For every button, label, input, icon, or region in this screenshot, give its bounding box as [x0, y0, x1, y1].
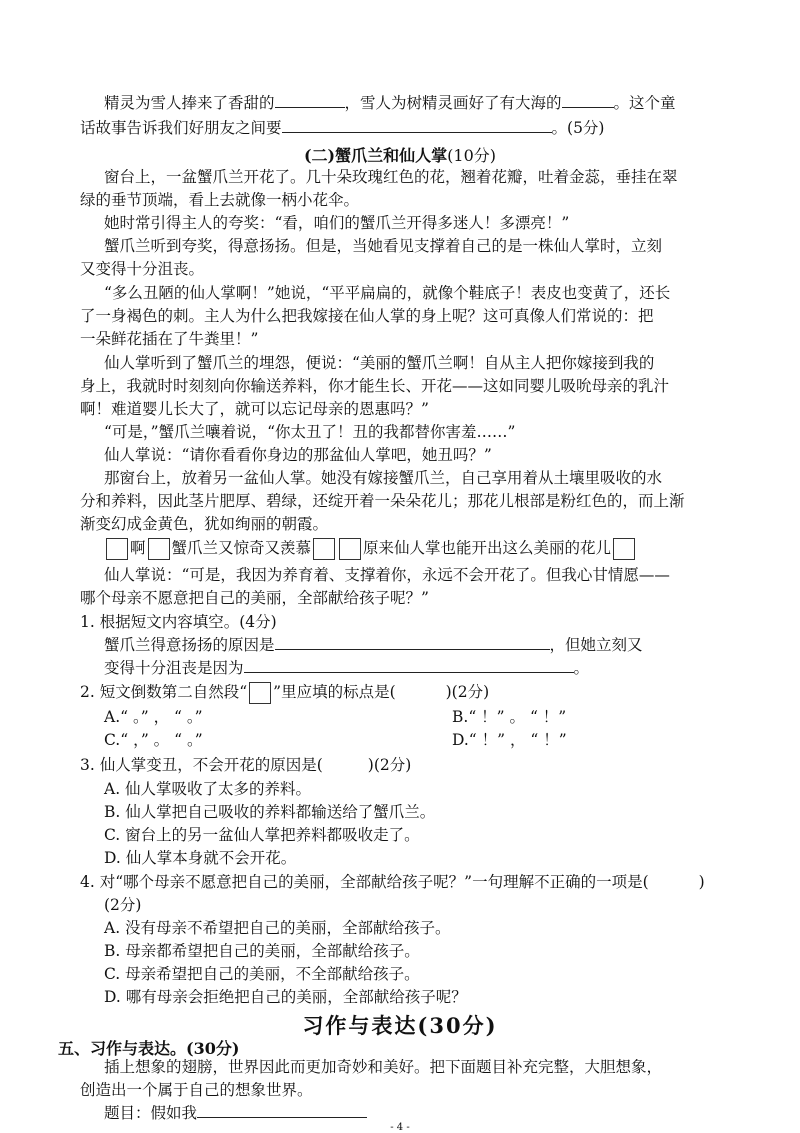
option-a[interactable]: A. 没有母亲不希望把自己的美丽，全部献给孩子。: [104, 919, 451, 937]
passage-line: 身上，我就时时刻刻向你输送养料，你才能生长、开花——这如同婴儿吸吮母亲的乳汁: [80, 377, 670, 395]
punctuation-box[interactable]: [106, 538, 128, 560]
passage-line: “多么丑陋的仙人掌啊！”她说，“平平扁扁的，就像个鞋底子！表皮也变黄了，还长: [104, 284, 671, 302]
topic-label: 题目：假如我: [104, 1104, 198, 1122]
passage-line: 又变得十分沮丧。: [80, 260, 205, 278]
question-1: 1. 根据短文内容填空。(4分): [80, 613, 277, 631]
passage-line: 了一身褐色的刺。主人为什么把我嫁接在仙人掌的身上呢？这可真像人们常说的：把: [80, 307, 654, 325]
option-b[interactable]: B.“ ！” 。 “ ！”: [452, 708, 567, 726]
text: 原来仙人掌也能开出这么美丽的花儿: [363, 539, 612, 557]
passage-line: 仙人掌说：“可是，我因为养育着、支撑着你，永远不会开花了。但我心甘情愿——: [104, 566, 670, 584]
option-d[interactable]: D. 哪有母亲会拒绝把自己的美丽，全部献给孩子呢？: [104, 988, 467, 1006]
text: 。这个童: [613, 94, 676, 112]
passage-line: 窗台上，一盆蟹爪兰开花了。几十朵玫瑰红色的花，翘着花瓣，吐着金蕊，垂挂在翠: [104, 168, 678, 186]
punctuation-box[interactable]: [148, 538, 170, 560]
answer-blank[interactable]: [275, 635, 550, 650]
q1-line-2: [104, 657, 589, 679]
text: 变得十分沮丧是因为: [104, 659, 244, 677]
text: 。: [573, 659, 590, 677]
question-3: [80, 754, 411, 776]
answer-blank[interactable]: [282, 118, 552, 133]
text: 3. 仙人掌变丑，不会开花的原因是(: [80, 756, 323, 774]
passage-line: 分和养料，因此茎片肥厚、碧绿，还绽开着一朵朵花儿；那花儿根部是粉红色的，而上渐: [80, 492, 685, 510]
composition-heading: 习作与表达(30分): [302, 1013, 498, 1038]
passage-line: 绿的垂节顶端，看上去就像一柄小花伞。: [80, 191, 360, 209]
section2-score: (10分): [447, 146, 496, 165]
section5-instruction: 创造出一个属于自己的想象世界。: [80, 1081, 313, 1099]
passage-line: 她时常引得主人的夸奖：“看，咱们的蟹爪兰开得多迷人！多漂亮！”: [104, 214, 570, 232]
text: )(2分): [367, 756, 412, 774]
intro-line-1: [104, 92, 676, 114]
text: 精灵为雪人捧来了香甜的: [104, 94, 275, 112]
text: ”里应填的标点是(: [273, 683, 396, 701]
option-d[interactable]: D. 仙人掌本身就不会开花。: [104, 849, 297, 867]
q1-line-1: [104, 634, 643, 656]
option-c[interactable]: C. 母亲希望把自己的美丽，不全部献给孩子。: [104, 965, 420, 983]
option-a[interactable]: A.“ 。” ， “ 。”: [104, 708, 203, 726]
text: 话故事告诉我们好朋友之间要: [80, 119, 282, 137]
punctuation-box: [249, 682, 271, 704]
answer-blank[interactable]: [244, 658, 574, 673]
passage-line: 蟹爪兰听到夸奖，得意扬扬。但是，当她看见支撑着自己的是一株仙人掌时，立刻: [104, 237, 663, 255]
intro-line-2: [80, 117, 604, 139]
question-4-score: (2分): [104, 896, 142, 914]
text: ): [698, 873, 705, 891]
text: 蟹爪兰得意扬扬的原因是: [104, 636, 275, 654]
passage-line: 哪个母亲不愿意把自己的美丽，全部献给孩子呢？”: [80, 589, 429, 607]
passage-line: 那窗台上，放着另一盆仙人掌。她没有嫁接蟹爪兰，自己享用着从土壤里吸收的水: [104, 469, 663, 487]
passage-line: “可是，”蟹爪兰嚷着说，“你太丑了！丑的我都替你害羞……”: [104, 423, 516, 441]
punctuation-box[interactable]: [613, 538, 635, 560]
text: 啊: [130, 539, 146, 557]
text: )(2分): [445, 683, 490, 701]
section2-title: [0, 143, 800, 166]
option-b[interactable]: B. 母亲都希望把自己的美丽，全部献给孩子。: [104, 942, 420, 960]
section2-title-text: (二)蟹爪兰和仙人掌: [303, 146, 448, 165]
section5-title: 五、习作与表达。(30分): [58, 1039, 240, 1058]
text: 。(5分): [551, 119, 605, 137]
option-a[interactable]: A. 仙人掌吸收了太多的养料。: [104, 780, 312, 798]
question-2: [80, 681, 489, 704]
text: 4. 对“哪个母亲不愿意把自己的美丽，全部献给孩子呢？”一句理解不正确的一项是(: [80, 873, 649, 891]
question-4: [80, 871, 740, 893]
section5-instruction: 插上想象的翅膀，世界因此而更加奇妙和美好。把下面题目补充完整，大胆想象，: [104, 1058, 663, 1076]
punctuation-box[interactable]: [339, 538, 361, 560]
passage-line: 啊！难道婴儿长大了，就可以忘记母亲的恩惠吗？”: [80, 400, 429, 418]
passage-line: 渐变幻成金黄色，犹如绚丽的朝霞。: [80, 515, 329, 533]
option-c[interactable]: C. 窗台上的另一盆仙人掌把养料都吸收走了。: [104, 826, 420, 844]
passage-line: 一朵鲜花插在了牛粪里！”: [80, 330, 259, 348]
option-c[interactable]: C.“ ，” 。 “ 。”: [104, 731, 203, 749]
punctuation-box-line: [104, 537, 637, 560]
option-b[interactable]: B. 仙人掌把自己吸收的养料都输送给了蟹爪兰。: [104, 803, 436, 821]
text: 蟹爪兰又惊奇又羡慕: [171, 539, 312, 557]
topic-blank[interactable]: [197, 1103, 367, 1118]
passage-line: 仙人掌听到了蟹爪兰的埋怨，便说：“美丽的蟹爪兰啊！自从主人把你嫁接到我的: [104, 354, 655, 372]
text: ，但她立刻又: [549, 636, 643, 654]
page-number: - 4 -: [390, 1122, 410, 1133]
passage-line: 仙人掌说：“请你看看你身边的那盆仙人掌吧，她丑吗？”: [104, 446, 492, 464]
option-d[interactable]: D.“ ！” ， “ ！”: [452, 731, 567, 749]
answer-blank[interactable]: [562, 93, 614, 108]
topic-line: [104, 1102, 367, 1124]
punctuation-box[interactable]: [313, 538, 335, 560]
answer-blank[interactable]: [275, 93, 345, 108]
text: 2. 短文倒数第二自然段“: [80, 683, 248, 701]
text: ，雪人为树精灵画好了有大海的: [344, 94, 562, 112]
